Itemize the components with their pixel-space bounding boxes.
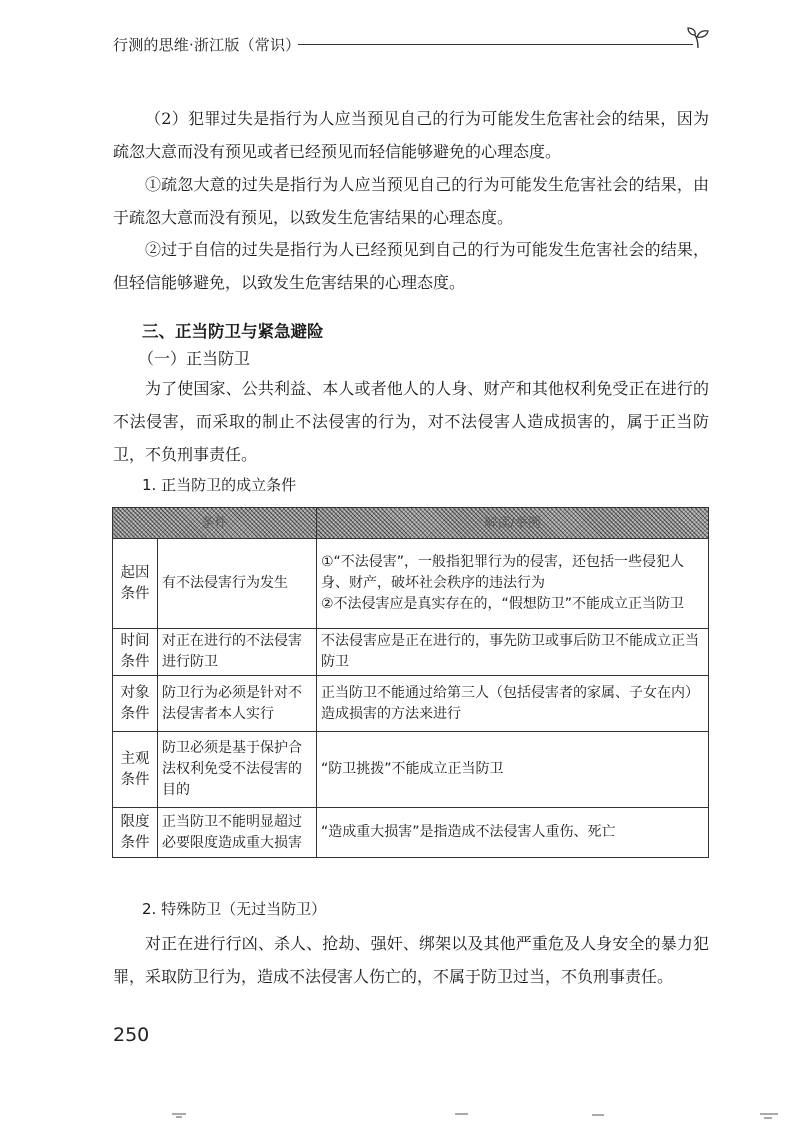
list-heading-special-defense: 2. 特殊防卫（无过当防卫） bbox=[142, 900, 327, 918]
table-row bbox=[113, 629, 709, 676]
row-condition: 正当防卫不能明显超过必要限度造成重大损害 bbox=[158, 808, 317, 858]
section-heading: 三、正当防卫与紧急避险 bbox=[142, 322, 324, 341]
row-condition: 有不法侵害行为发生 bbox=[158, 539, 317, 629]
row-category: 主观条件 bbox=[113, 732, 158, 808]
subsection-heading: （一）正当防卫 bbox=[138, 349, 251, 368]
row-category: 起因条件 bbox=[113, 539, 158, 629]
row-explanation bbox=[317, 539, 709, 629]
table-header-explanation: 解读/举例 bbox=[317, 508, 709, 539]
row-explanation: 正当防卫不能通过给第三人（包括侵害者的家属、子女在内）造成损害的方法来进行 bbox=[317, 676, 709, 732]
paragraph-overconfidence: ②过于自信的过失是指行为人已经预见到自己的行为可能发生危害社会的结果，但轻信能够避免，以致发生危害结果的心理态度。 bbox=[113, 240, 709, 292]
row-category: 对象条件 bbox=[113, 676, 158, 732]
paragraph-special-defense: 对正在进行行凶、杀人、抢劫、强奸、绑架以及其他严重危及人身安全的暴力犯罪，采取防卫行为，造成不法侵害人伤亡的，不属于防卫过当，不负刑事责任。 bbox=[113, 934, 709, 986]
table-row bbox=[113, 808, 709, 858]
row-explanation-line: ①“不法侵害”，一般指犯罪行为的侵害，还包括一些侵犯人身、财产，破坏社会秩序的违法行为 bbox=[321, 554, 685, 591]
table-header-condition: 条件 bbox=[113, 508, 317, 539]
header-title: 行测的思维·浙江版（常识） bbox=[113, 36, 301, 54]
list-heading-conditions: 1. 正当防卫的成立条件 bbox=[142, 476, 297, 494]
running-header bbox=[113, 34, 703, 56]
sprout-icon bbox=[685, 24, 711, 50]
table-row bbox=[113, 732, 709, 808]
row-category: 限度条件 bbox=[113, 808, 158, 858]
row-condition: 防卫必须是基于保护合法权利免受不法侵害的目的 bbox=[158, 732, 317, 808]
paragraph-self-defense-definition: 为了使国家、公共利益、本人或者他人的人身、财产和其他权利免受正在进行的不法侵害，而采取的制止不法侵害的行为，对不法侵害人造成损害的，属于正当防卫，不负刑事责任。 bbox=[113, 379, 709, 464]
scan-artifacts bbox=[0, 1108, 800, 1122]
table-row bbox=[113, 676, 709, 732]
conditions-table bbox=[112, 507, 709, 858]
table-header-row bbox=[113, 508, 709, 539]
row-condition: 对正在进行的不法侵害进行防卫 bbox=[158, 629, 317, 676]
row-explanation-line: ②不法侵害应是真实存在的，“假想防卫”不能成立正当防卫 bbox=[321, 596, 685, 612]
table-row bbox=[113, 539, 709, 629]
row-condition: 防卫行为必须是针对不法侵害者本人实行 bbox=[158, 676, 317, 732]
row-explanation: 不法侵害应是正在进行的，事先防卫或事后防卫不能成立正当防卫 bbox=[317, 629, 709, 676]
header-rule bbox=[298, 44, 693, 45]
row-category: 时间条件 bbox=[113, 629, 158, 676]
row-explanation: “防卫挑拨”不能成立正当防卫 bbox=[317, 732, 709, 808]
paragraph-negligence: （2）犯罪过失是指行为人应当预见自己的行为可能发生危害社会的结果，因为疏忽大意而没有预见或者已经预见而轻信能够避免的心理态度。 bbox=[113, 109, 709, 161]
row-explanation: “造成重大损害”是指造成不法侵害人重伤、死亡 bbox=[317, 808, 709, 858]
paragraph-carelessness: ①疏忽大意的过失是指行为人应当预见自己的行为可能发生危害社会的结果，由于疏忽大意而没有预见，以致发生危害结果的心理态度。 bbox=[113, 175, 709, 227]
page-number: 250 bbox=[113, 1024, 150, 1046]
